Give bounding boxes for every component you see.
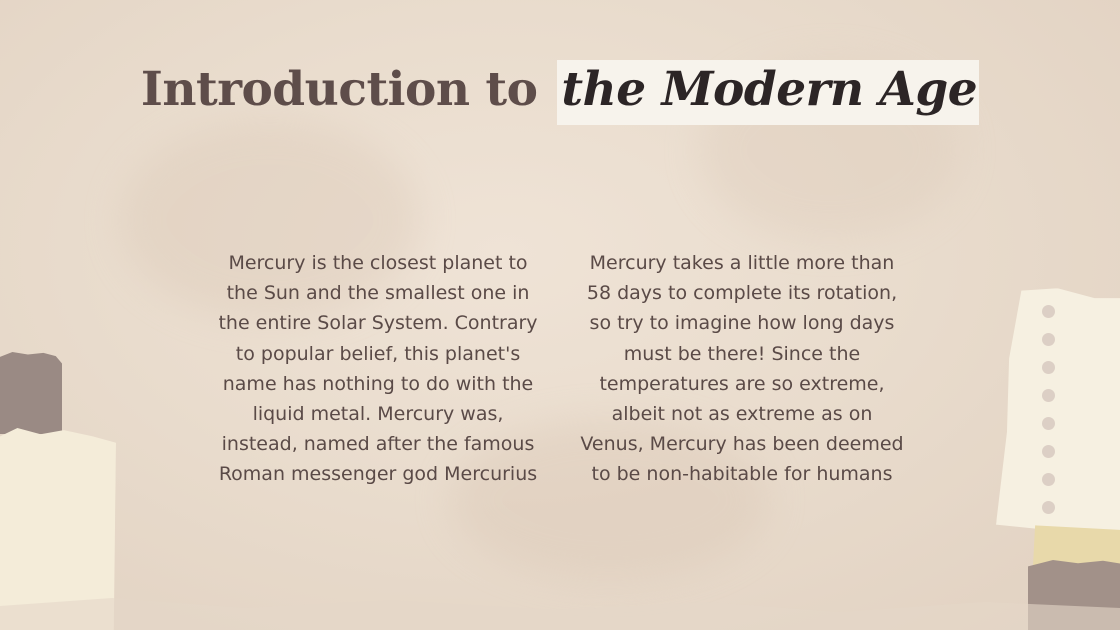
notepad-hole <box>1042 305 1055 318</box>
right-body-text: Mercury takes a little more than 58 days to complete its rotation, so try to imagine how long days must be there! Since the temperatures are so extreme, albeit not as extreme as on Venus, Mercury has been deemed to be non-habitable for humans <box>580 252 904 486</box>
notepad-hole <box>1042 501 1055 514</box>
notepad-hole <box>1042 473 1055 486</box>
torn-paper-dark-left <box>0 352 62 434</box>
title-highlight: the Modern Age <box>557 60 979 125</box>
notepad-hole <box>1042 361 1055 374</box>
notepad-hole <box>1042 417 1055 430</box>
left-body-text: Mercury is the closest planet to the Sun and the smallest one in the entire Solar System. Contrary to popular belief, this planet's name has nothing to do with the liquid metal. Mercury was, instead, named after the famous Roman messenger god Mercurius <box>218 252 538 486</box>
notepad-hole <box>1042 445 1055 458</box>
notepad-hole <box>1042 333 1055 346</box>
bottom-torn-edge <box>0 590 1120 630</box>
title-plain: Introduction to <box>140 62 538 117</box>
notepad-hole <box>1042 389 1055 402</box>
slide-title <box>0 62 1120 117</box>
notepad-paper-right <box>996 285 1120 540</box>
